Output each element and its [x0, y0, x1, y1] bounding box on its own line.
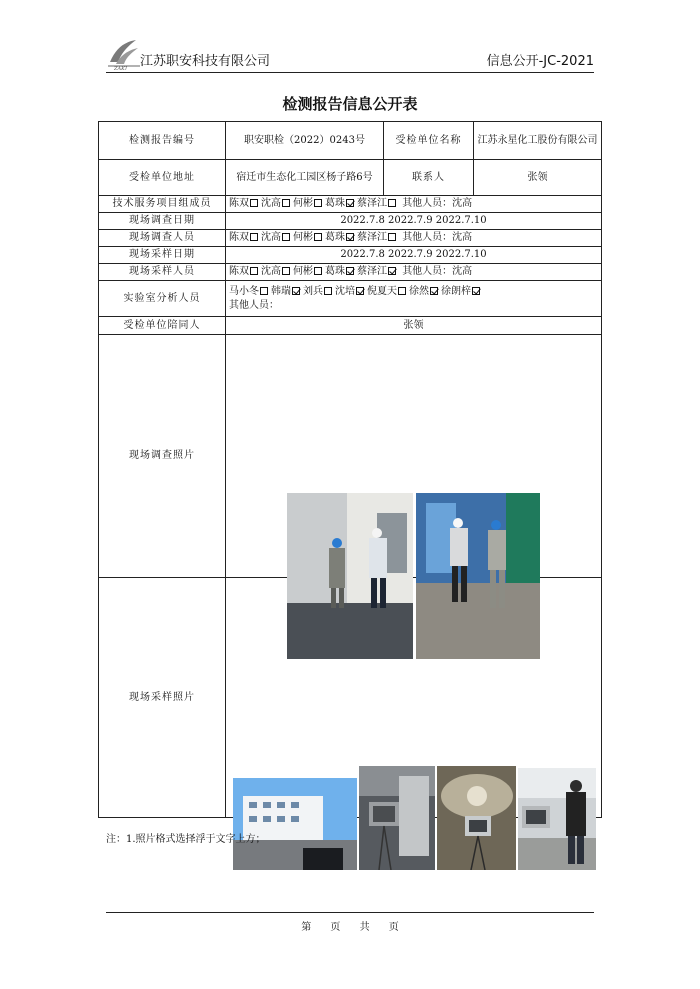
staff-name: 蔡泽江 [357, 266, 387, 277]
staff-item [271, 286, 303, 297]
staff-item [229, 266, 261, 277]
unchecked-box-icon[interactable] [388, 199, 396, 207]
staff-name: 陈双 [229, 198, 249, 209]
checked-box-icon[interactable] [346, 199, 354, 207]
sampling-photos-label: 现场采样照片 [99, 578, 226, 818]
table-row [99, 317, 602, 335]
table-row [99, 196, 602, 213]
staff-name: 蔡泽江 [357, 198, 387, 209]
staff-name: 陈双 [229, 232, 249, 243]
unchecked-box-icon[interactable] [314, 267, 322, 275]
checkbox-group [229, 232, 399, 243]
table-row [99, 247, 602, 264]
checked-box-icon[interactable] [292, 287, 300, 295]
staff-item [357, 232, 399, 243]
staff-name: 沈高 [261, 232, 281, 243]
page-title: 检测报告信息公开表 [282, 95, 418, 113]
report-no-label: 检测报告编号 [99, 122, 226, 160]
staff-item [367, 286, 409, 297]
staff-name: 沈培 [335, 285, 355, 297]
other-staff: 其他人员：沈高 [402, 232, 473, 243]
unchecked-box-icon[interactable] [260, 287, 268, 295]
staff-item [261, 198, 293, 209]
contact-label: 联系人 [384, 160, 474, 196]
unchecked-box-icon[interactable] [250, 233, 258, 241]
contact-value: 张领 [474, 160, 602, 196]
sampling-photo-1 [233, 778, 357, 870]
sampling-staff-value [226, 264, 602, 281]
escort-value: 张领 [226, 317, 602, 335]
address-label: 受检单位地址 [99, 160, 226, 196]
sampling-photo-4 [518, 768, 596, 870]
checkbox-group [229, 285, 598, 299]
unit-name-value: 江苏永星化工股份有限公司 [474, 122, 602, 160]
staff-item [335, 286, 367, 297]
footnote: 注：1.照片格式选择浮于文字上方； [106, 834, 266, 845]
unchecked-box-icon[interactable] [250, 199, 258, 207]
staff-item [303, 286, 335, 297]
staff-name: 何彬 [293, 232, 313, 243]
unchecked-box-icon[interactable] [250, 267, 258, 275]
staff-item [357, 198, 399, 209]
staff-name: 刘兵 [303, 285, 323, 297]
staff-name: 倪夏天 [367, 285, 397, 297]
checked-box-icon[interactable] [388, 267, 396, 275]
staff-name: 何彬 [293, 266, 313, 277]
table-row [99, 230, 602, 247]
svg-text:ZAKJ: ZAKJ [114, 66, 127, 70]
table-row [99, 160, 602, 196]
staff-item [261, 232, 293, 243]
staff-name: 马小冬 [229, 285, 259, 297]
checked-box-icon[interactable] [346, 233, 354, 241]
checked-box-icon[interactable] [472, 287, 480, 295]
survey-staff-label: 现场调查人员 [99, 230, 226, 247]
staff-item [325, 266, 357, 277]
staff-name: 陈双 [229, 266, 249, 277]
staff-item [229, 232, 261, 243]
unchecked-box-icon[interactable] [314, 233, 322, 241]
sampling-date-label: 现场采样日期 [99, 247, 226, 264]
staff-item [325, 198, 357, 209]
checked-box-icon[interactable] [430, 287, 438, 295]
report-no-value: 职安职检（2022）0243号 [226, 122, 384, 160]
survey-photo-1 [287, 493, 413, 659]
table-row [99, 122, 602, 160]
staff-item [357, 266, 399, 277]
page-footer: 第 页 共 页 [301, 922, 399, 933]
sampling-photos-cell [226, 578, 602, 818]
info-table [98, 121, 602, 818]
lab-staff-label: 实验室分析人员 [99, 281, 226, 317]
other-staff: 其他人员：沈高 [402, 198, 473, 209]
checkbox-group [229, 198, 399, 209]
staff-item [293, 232, 325, 243]
document-number: 信息公开-JC-2021 [486, 54, 594, 69]
checked-box-icon[interactable] [346, 267, 354, 275]
unchecked-box-icon[interactable] [282, 199, 290, 207]
survey-photos-cell [226, 335, 602, 578]
survey-photos-label: 现场调查照片 [99, 335, 226, 578]
sampling-photo-2 [359, 766, 435, 870]
company-logo-icon [106, 36, 142, 70]
checked-box-icon[interactable] [356, 287, 364, 295]
staff-item [325, 232, 357, 243]
staff-item [441, 286, 483, 297]
other-staff: 其他人员： [229, 299, 279, 311]
unchecked-box-icon[interactable] [314, 199, 322, 207]
table-row [99, 264, 602, 281]
staff-name: 徐朗梓 [441, 285, 471, 297]
staff-name: 葛珠 [325, 232, 345, 243]
table-row [99, 281, 602, 317]
company-name: 江苏职安科技有限公司 [140, 54, 271, 69]
staff-item [293, 266, 325, 277]
table-row [99, 213, 602, 230]
sampling-staff-label: 现场采样人员 [99, 264, 226, 281]
survey-date-value: 2022.7.8 2022.7.9 2022.7.10 [226, 213, 602, 230]
staff-name: 沈高 [261, 198, 281, 209]
staff-name: 韩瑞 [271, 285, 291, 297]
staff-name: 葛珠 [325, 266, 345, 277]
address-value: 宿迁市生态化工园区杨子路6号 [226, 160, 384, 196]
header-divider [106, 72, 594, 73]
staff-name: 沈高 [261, 266, 281, 277]
staff-item [229, 198, 261, 209]
checkbox-group [229, 266, 399, 277]
staff-item [409, 286, 441, 297]
unchecked-box-icon[interactable] [398, 287, 406, 295]
staff-name: 徐然 [409, 285, 429, 297]
survey-staff-value [226, 230, 602, 247]
staff-item [229, 286, 271, 297]
page-header [106, 36, 594, 72]
staff-name: 何彬 [293, 198, 313, 209]
staff-name: 蔡泽江 [357, 232, 387, 243]
sampling-photo-3 [437, 766, 516, 870]
tech-members-label: 技术服务项目组成员 [99, 196, 226, 213]
escort-label: 受检单位陪同人 [99, 317, 226, 335]
unchecked-box-icon[interactable] [282, 267, 290, 275]
table-row [99, 335, 602, 578]
staff-item [261, 266, 293, 277]
footer-divider [106, 912, 594, 913]
tech-members-value [226, 196, 602, 213]
survey-date-label: 现场调查日期 [99, 213, 226, 230]
survey-photo-2 [416, 493, 540, 659]
staff-item [293, 198, 325, 209]
unchecked-box-icon[interactable] [388, 233, 396, 241]
lab-staff-value [226, 281, 602, 317]
other-staff: 其他人员：沈高 [402, 266, 473, 277]
sampling-date-value: 2022.7.8 2022.7.9 2022.7.10 [226, 247, 602, 264]
unit-name-label: 受检单位名称 [384, 122, 474, 160]
unchecked-box-icon[interactable] [282, 233, 290, 241]
unchecked-box-icon[interactable] [324, 287, 332, 295]
staff-name: 葛珠 [325, 198, 345, 209]
